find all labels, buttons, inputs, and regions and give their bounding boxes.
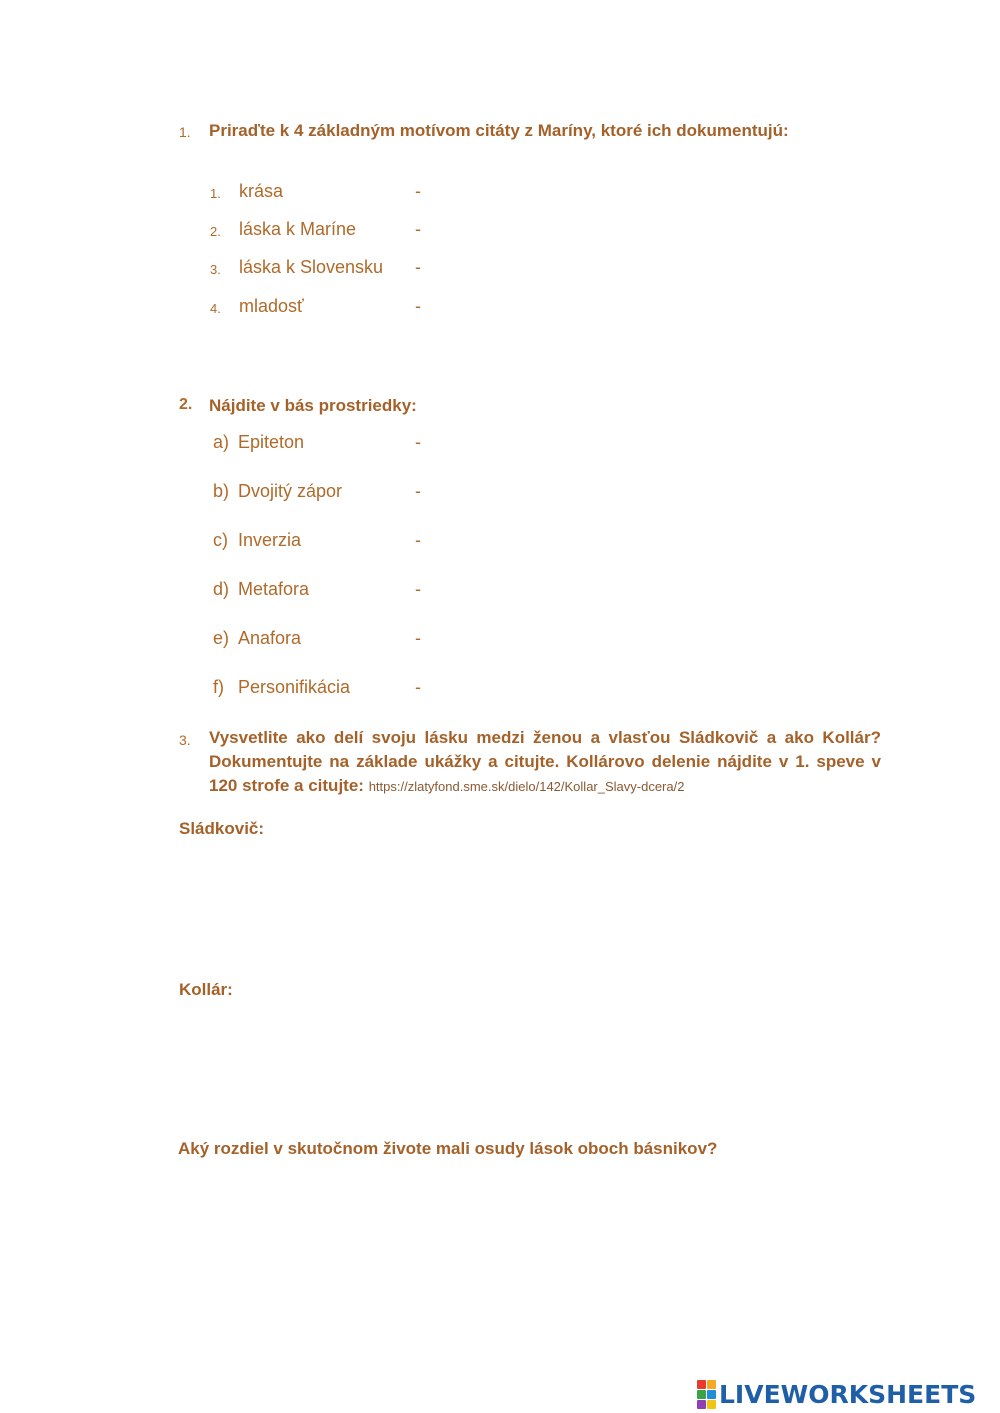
q1-item-3-dash: - — [415, 257, 421, 277]
q2-item-f-dash: - — [415, 677, 421, 697]
q1-item-2-number: 2. — [210, 224, 221, 239]
question-1-number: 1. — [179, 124, 191, 140]
question-2-text: Nájdite v bás prostriedky: — [209, 396, 417, 415]
q1-item-4-number: 4. — [210, 301, 221, 316]
logo-text: LIVEWORKSHEETS — [719, 1379, 977, 1409]
q2-item-b-label: Dvojitý zápor — [238, 481, 343, 501]
q1-item-1-dash: - — [415, 181, 421, 201]
q1-item-1-label: krása — [239, 181, 284, 201]
logo-square-4 — [707, 1390, 716, 1399]
question-3-number: 3. — [179, 732, 191, 748]
q2-item-b-number: b) — [213, 481, 230, 501]
q2-item-a-number: a) — [213, 432, 230, 452]
kollar-label: Kollár: — [179, 980, 233, 999]
q2-item-b-dash: - — [415, 481, 421, 501]
logo-square-1 — [697, 1380, 706, 1389]
final-question: Aký rozdiel v skutočnom živote mali osudy lások oboch básnikov? — [178, 1139, 718, 1158]
q1-item-4-dash: - — [415, 296, 421, 316]
q2-item-e-dash: - — [415, 628, 421, 648]
question-3-text — [209, 726, 881, 799]
q2-item-d-dash: - — [415, 579, 421, 599]
q2-item-e-number: e) — [213, 628, 230, 648]
q2-item-a-label: Epiteton — [238, 432, 305, 452]
q2-item-e-label: Anafora — [238, 628, 302, 648]
logo-square-2 — [707, 1380, 716, 1389]
logo-square-6 — [707, 1400, 716, 1409]
q2-item-d-number: d) — [213, 579, 230, 599]
liveworksheets-logo — [697, 1379, 976, 1409]
q2-item-c-dash: - — [415, 530, 421, 550]
q1-item-4-label: mladosť — [239, 296, 304, 316]
q2-item-c-label: Inverzia — [238, 530, 302, 550]
question-1-text: Priraďte k 4 základným motívom citáty z Maríny, ktoré ich dokumentujú: — [209, 121, 789, 140]
q2-item-a-dash: - — [415, 432, 421, 452]
q2-item-c-number: c) — [213, 530, 228, 550]
q1-item-1-number: 1. — [210, 186, 221, 201]
logo-square-3 — [697, 1390, 706, 1399]
logo-square-5 — [697, 1400, 706, 1409]
q2-item-f-label: Personifikácia — [238, 677, 351, 697]
logo-mark-icon — [697, 1380, 716, 1409]
q1-item-2-label: láska k Maríne — [239, 219, 357, 239]
question-2-number: 2. — [179, 396, 193, 413]
q1-item-3-number: 3. — [210, 262, 221, 277]
source-link[interactable]: https://zlatyfond.sme.sk/dielo/142/Kollar_Slavy-dcera/2 — [368, 779, 685, 794]
q2-item-f-number: f) — [213, 677, 224, 697]
sladkovic-label: Sládkovič: — [179, 819, 265, 838]
question-3-body: Vysvetlite ako delí svoju lásku medzi ženou a vlasťou Sládkovič a ako Kollár? Dokumentujte na základe ukážky a citujte. Kollárovo delenie nájdite v 1. speve v 120 strofe a citujte: — [209, 728, 881, 795]
q1-item-3-label: láska k Slovensku — [239, 257, 384, 277]
q2-item-d-label: Metafora — [238, 579, 310, 599]
q1-item-2-dash: - — [415, 219, 421, 239]
